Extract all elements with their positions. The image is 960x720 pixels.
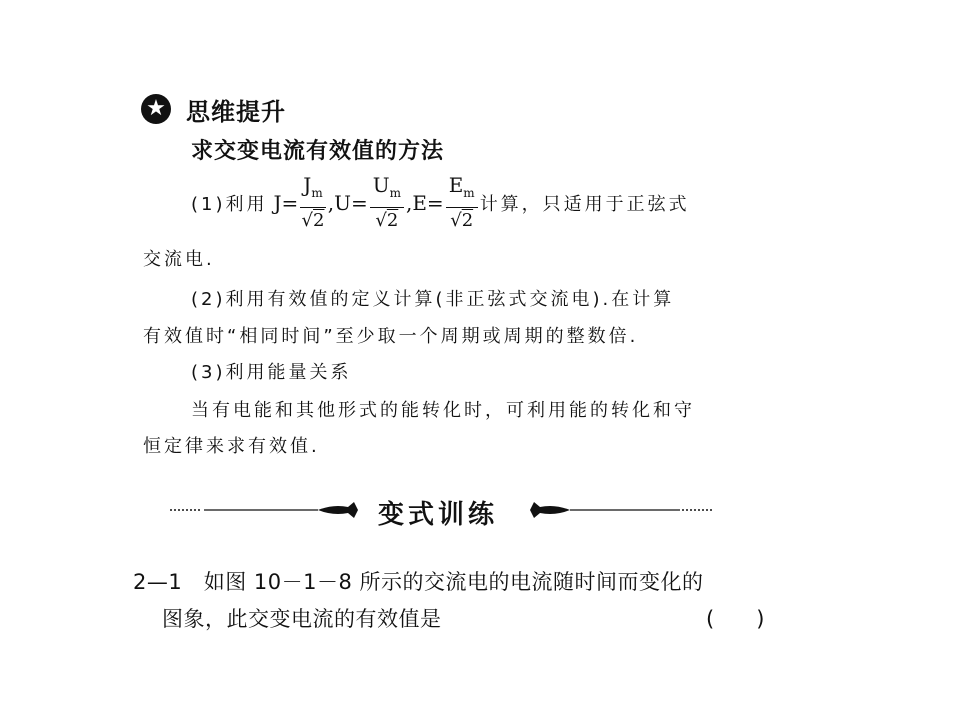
- answer-blank: ( ): [706, 607, 765, 631]
- formula-e-num: E: [448, 172, 464, 197]
- formula-u-lhs: U: [334, 191, 351, 215]
- item1-continuation: 交流电.: [143, 249, 215, 270]
- item3-line2: 恒定律来求有效值.: [143, 436, 320, 457]
- formula-j-sub: m: [311, 185, 323, 200]
- item1-formula-line: [191, 172, 690, 234]
- formula-j-num: J: [303, 172, 312, 197]
- item2-line2: 有效值时“相同时间”至少取一个周期或周期的整数倍.: [143, 326, 639, 347]
- formula-j-lhs: J: [273, 191, 282, 215]
- item1-suffix: 计算，只适用于正弦式: [479, 194, 690, 215]
- problem-line2: 图象，此交变电流的有效值是: [162, 607, 442, 631]
- formula-j-fraction: [300, 173, 325, 234]
- item2-line1: (2)利用有效值的定义计算(非正弦式交流电).在计算: [191, 289, 675, 310]
- divider-right-ornament: [530, 502, 714, 518]
- formula-u-den: 2: [386, 209, 399, 231]
- item3-line1: 当有电能和其他形式的能转化时，可利用能的转化和守: [191, 400, 695, 421]
- formula-j-sep: ,: [327, 191, 335, 215]
- radical-sign: √: [301, 209, 314, 231]
- divider-left-ornament: [170, 502, 358, 518]
- formula-u-num: U: [372, 172, 390, 197]
- exercise-heading: 变式训练: [378, 500, 499, 530]
- star-circle-icon: ★: [141, 94, 171, 124]
- formula-u-sub: m: [389, 185, 401, 200]
- formula-u-sep: ,: [405, 191, 413, 215]
- method-title: 求交变电流有效值的方法: [191, 139, 445, 164]
- formula-u-eq: =: [350, 191, 368, 215]
- radical-sign: √: [450, 209, 462, 231]
- problem-line1: 2—1 如图 10－1－8 所示的交流电的电流随时间而变化的: [133, 570, 704, 594]
- item1-prefix: (1)利用: [191, 194, 268, 215]
- section-heading: 思维提升: [186, 98, 286, 126]
- formula-e-lhs: E: [412, 191, 427, 215]
- formula-e-sub: m: [463, 185, 475, 200]
- radical-sign: √: [375, 209, 387, 231]
- formula-j-den: 2: [313, 209, 325, 231]
- item3-title: (3)利用能量关系: [191, 362, 352, 383]
- formula-e-den: 2: [461, 209, 474, 231]
- formula-u-fraction: [370, 173, 404, 234]
- formula-e-eq: =: [426, 191, 444, 215]
- formula-e-fraction: [446, 173, 478, 234]
- formula-j-eq: =: [281, 191, 299, 215]
